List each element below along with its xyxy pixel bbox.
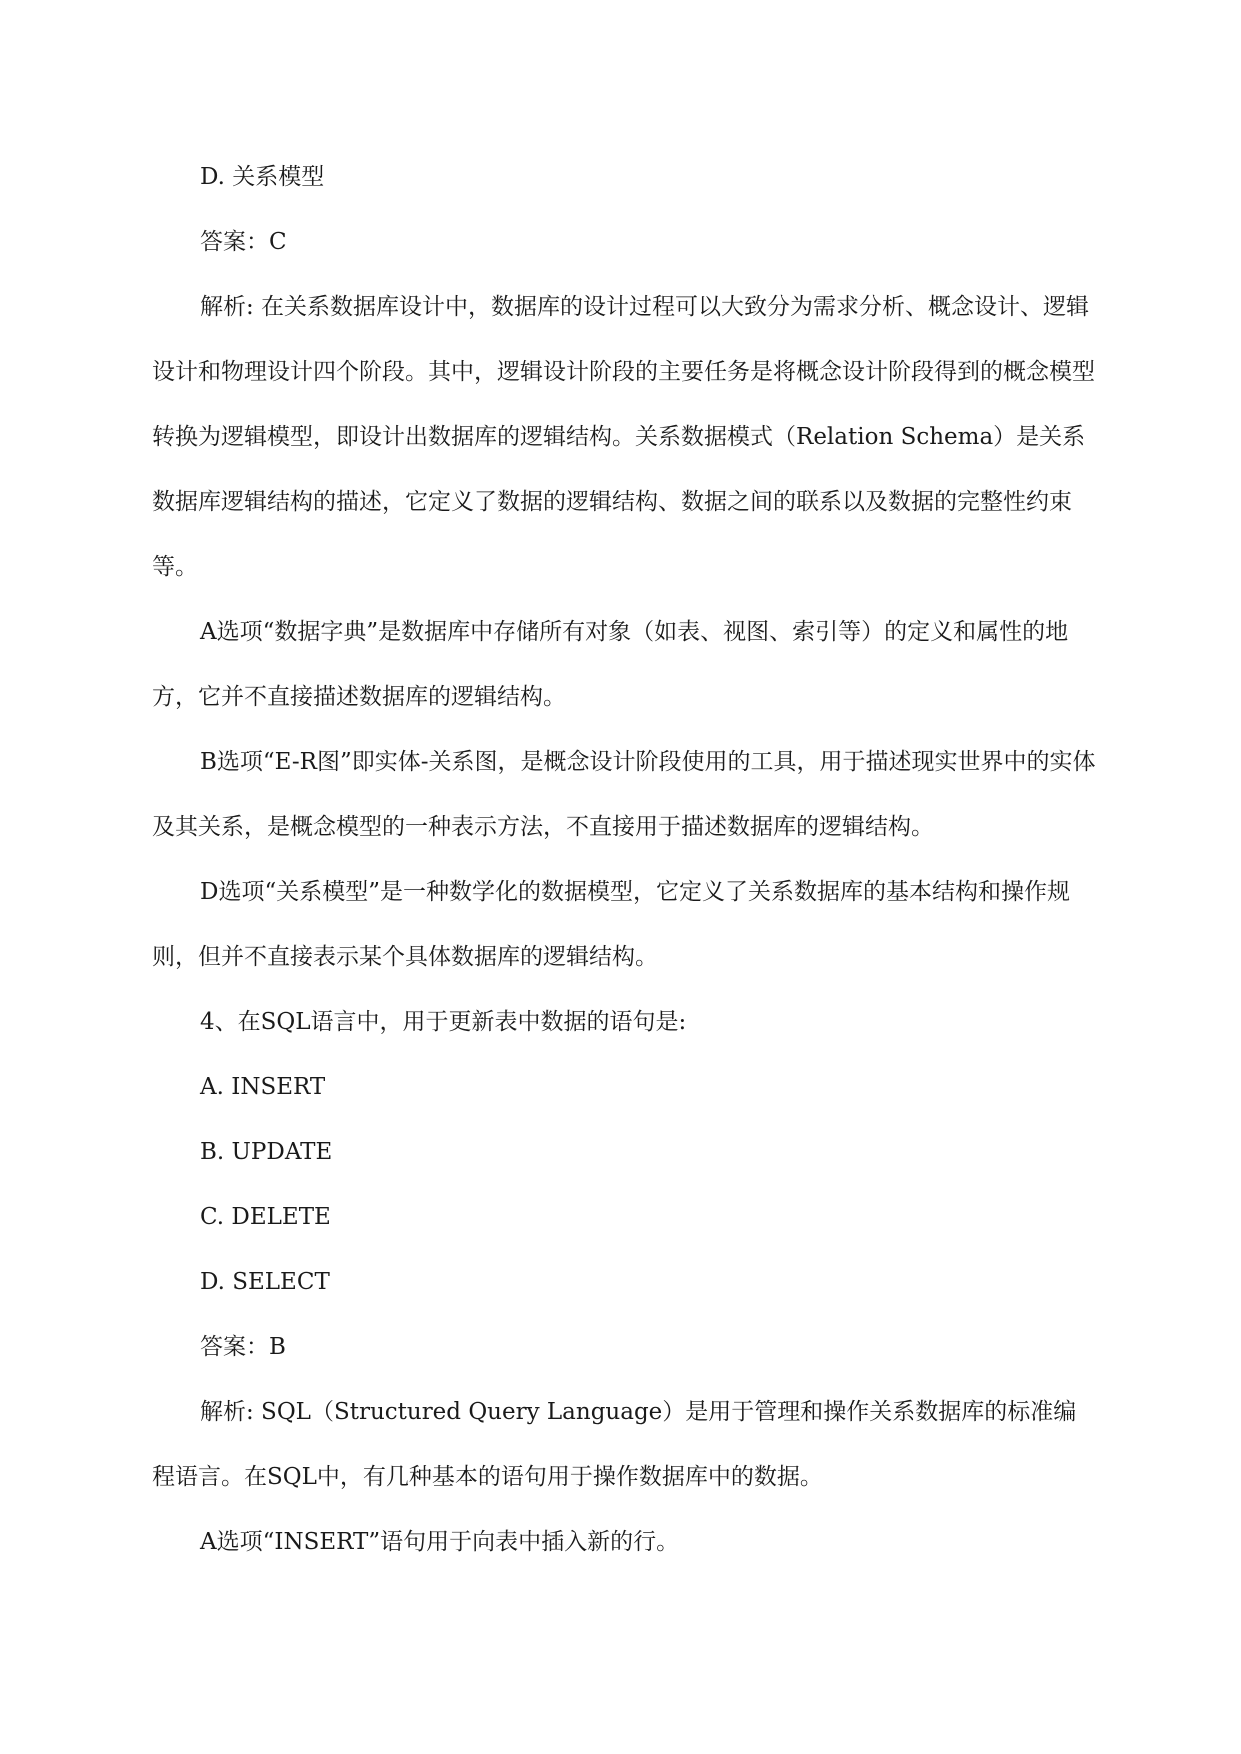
- question-4-option-a: A. INSERT: [200, 1074, 326, 1100]
- question-4-option-c: C. DELETE: [200, 1204, 331, 1230]
- explanation-q3-option-b: B选项“E-R图”即实体-关系图，是概念设计阶段使用的工具，用于描述现实世界中的实体及其关系，是概念模型的一种表示方法，不直接用于描述数据库的逻辑结构。: [152, 749, 1096, 840]
- question-4: 4、在SQL语言中，用于更新表中数据的语句是:: [200, 1009, 687, 1035]
- explanation-q3: 解析: 在关系数据库设计中，数据库的设计过程可以大致分为需求分析、概念设计、逻辑设计和物理设计四个阶段。其中，逻辑设计阶段的主要任务是将概念设计阶段得到的概念模型转换为逻辑模型，即设计出数据库的逻辑结构。关系数据模式（Relation Schema）是关系数据库逻辑结构的描述，它定义了数据的逻辑结构、数据之间的联系以及数据的完整性约束等。: [152, 294, 1095, 580]
- document-body: [152, 145, 1096, 1575]
- question-4-option-d: D. SELECT: [200, 1269, 330, 1295]
- explanation-q3-option-a: A选项“数据字典”是数据库中存储所有对象（如表、视图、索引等）的定义和属性的地方，它并不直接描述数据库的逻辑结构。: [152, 619, 1069, 710]
- explanation-q3-option-d: D选项“关系模型”是一种数学化的数据模型，它定义了关系数据库的基本结构和操作规则，但并不直接表示某个具体数据库的逻辑结构。: [152, 879, 1070, 970]
- question-4-option-b: B. UPDATE: [200, 1139, 333, 1165]
- explanation-q4: 解析: SQL（Structured Query Language）是用于管理和操作关系数据库的标准编程语言。在SQL中，有几种基本的语句用于操作数据库中的数据。: [152, 1399, 1077, 1490]
- answer-q4: 答案：B: [200, 1334, 286, 1360]
- option-d-prev: D. 关系模型: [200, 164, 325, 190]
- answer-q3: 答案：C: [200, 229, 287, 255]
- explanation-q4-option-a: A选项“INSERT”语句用于向表中插入新的行。: [200, 1529, 680, 1555]
